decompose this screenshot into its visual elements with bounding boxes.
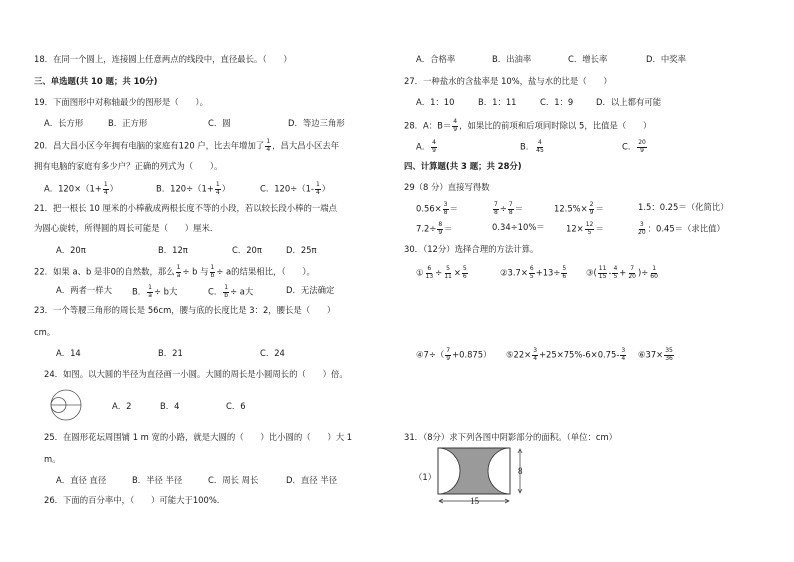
q30-expr-2: ②3.7× $\frac{6}{5}$ +13÷ $\frac{5}{6}$ [500,265,567,280]
q27-option-b[interactable]: B．1：11 [478,97,517,107]
section-4-title: 四、计算题(共 3 题；共 28分) [404,161,522,171]
q24-option-a[interactable]: A．2 [112,401,132,411]
q26-option-c[interactable]: C．增长率 [568,54,608,64]
q29-item-2: $\frac{7}{8}$ ÷ $\frac{7}{8}$ ＝ [494,201,524,216]
q20-option-b[interactable]: B．120÷（1+ $\frac{1}{4}$ ） [156,181,231,196]
q29-item-8: $\frac{3}{20}$ ：0.45＝（求比值） [638,221,725,236]
q29-item-1: 0.56× $\frac{3}{8}$ ＝ [416,201,458,216]
q28-option-c[interactable]: C． $\frac{20}{9}$ [622,139,646,154]
q21-option-c[interactable]: C．20π [232,245,262,255]
q19-option-c[interactable]: C．圆 [208,118,231,128]
section-3-title: 三、单选题(共 10 题；共 10分) [34,76,158,86]
q18: 18．在同一个圆上，连接圆上任意两点的线段中，直径最长。（ ） [34,54,292,64]
q30-expr-6: ⑥37× $\frac{35}{36}$ [638,347,673,362]
q24-option-c[interactable]: C．6 [226,401,246,411]
q22-option-b[interactable]: B． $\frac{1}{a}$ ÷ b大 [132,284,178,299]
q25-option-a[interactable]: A．直径 直径 [56,475,107,485]
q23-line1: 23．一个等腰三角形的周长是 56cm，腰与底的长度比是 3：2，腰长是（ ） [34,305,336,315]
figure-width-label: 15 [470,496,479,506]
q28-option-b[interactable]: B． $\frac{4}{45}$ [520,139,544,154]
q31-figure-label: （1） [414,472,437,482]
q20-text-a: 20．昌大昌小区今年拥有电脑的家庭有120 户，比去年增加了 [34,140,265,151]
q19-option-a[interactable]: A．长方形 [44,118,84,128]
q30-expr-3: ③( $\frac{11}{15}$ - $\frac{4}{5}$ + $\frac{7}{20}$ )÷ $\frac{1}{60}$ [586,265,658,280]
q26-option-b[interactable]: B．出油率 [492,54,532,64]
q30-expr-1: ① $\frac{6}{13}$ ÷ $\frac{5}{11}$ × $\frac{5}{6}$ [416,265,467,280]
q26-line: 26．下面的百分率中，（ ）可能大于100%． [44,495,226,505]
q27-line: 27．一种盐水的含盐率是 10%，盐与水的比是（ ） [404,76,612,86]
q27-option-d[interactable]: D．以上都有可能 [596,97,662,107]
q29-title: 29（8 分）直接写得数 [404,182,490,192]
q28-line: 28．A：B＝ $\frac{4}{9}$ ，如果比的前项和后项同时除以 5，比值是（ ） [404,118,652,133]
q25-option-b[interactable]: B．半径 半径 [132,475,183,485]
q19-option-b[interactable]: B．正方形 [108,118,148,128]
q29-item-4: 1.5：0.25＝（化简比） [638,202,729,212]
q27-option-a[interactable]: A．1：10 [416,97,455,107]
q24-circles-figure [46,389,98,423]
q31-shaded-figure [436,446,528,508]
q30-expr-4: ④7÷（ $\frac{7}{9}$ +0.875） [416,347,492,362]
q27-option-c[interactable]: C．1：9 [540,97,574,107]
q24-line: 24．如图。以大圆的半径为直径画一小圆。大圆的周长是小圆周长的（ ）倍。 [44,369,348,379]
q23-unit: cm。 [34,327,56,337]
q21-line1: 21．把一根长 10 厘米的小棒截成两根长度不等的小段，若以较长段小棒的一端点 [34,203,338,213]
q23-option-c[interactable]: C．24 [260,348,285,358]
q25-option-d[interactable]: D．直径 半径 [286,475,337,485]
q20-fraction: $\frac{1}{4}$ [266,138,271,153]
q22-option-d[interactable]: D．无法确定 [286,285,335,295]
figure-height-label: 8 [518,466,523,476]
q20-text-b: ，昌大昌小区去年 [272,140,340,151]
q24-option-b[interactable]: B．4 [160,401,180,411]
q19: 19．下面图形中对称轴最少的图形是（ ）。 [34,97,208,107]
q20-option-a[interactable]: A．120×（1+ $\frac{1}{4}$ ） [44,181,119,196]
q25-unit: m。 [44,454,61,464]
q29-item-6: 0.34÷10%＝ [492,222,545,232]
q20-line2: 拥有电脑的家庭有多少户？正确的列式为（ ）。 [34,161,223,171]
q20-line1 [34,139,339,153]
q25-option-c[interactable]: C．周长 周长 [208,475,259,485]
q21-option-a[interactable]: A．20π [56,245,86,255]
q23-option-b[interactable]: B．21 [158,348,183,358]
q29-item-3: 12.5%× $\frac{2}{9}$ ＝ [554,201,604,216]
q29-item-7: 12× $\frac{12}{5}$ ＝ [566,221,604,236]
q22-line: 22．如果 a、b 是非0的自然数，那么 $\frac{1}{a}$ ÷ b 与 $\frac{1}{b}$ ÷ a的结果相比，（ ）。 [34,264,315,279]
q26-option-d[interactable]: D．中奖率 [646,54,686,64]
q30-title: 30．（12分）选择合理的方法计算。 [404,244,539,254]
q30-expr-5: ⑤22× $\frac{3}{4}$ +25×75%-6×0.75- $\frac{3}{4}$ [506,347,626,362]
q22-option-a[interactable]: A．两者一样大 [56,285,112,295]
q26-option-a[interactable]: A．合格率 [416,54,456,64]
q21-option-b[interactable]: B．12π [158,245,188,255]
q22-option-c[interactable]: C． $\frac{1}{b}$ ÷ a大 [208,284,254,299]
q20-option-c[interactable]: C．120÷（1- $\frac{1}{4}$ ） [260,181,331,196]
q29-item-5: 7.2÷ $\frac{8}{9}$ ＝ [416,221,453,236]
q23-option-a[interactable]: A．14 [56,348,81,358]
q25-line1: 25．在圆形花坛周围铺 1 m 宽的小路，就是大圆的（ ）比小圆的（ ）大 1 [44,432,353,442]
q21-line2: 为圆心旋转，所得圆的周长可能是（ ）厘米． [34,223,219,233]
q31-title: 31．（8分）求下列各图中阴影部分的面积。（单位：cm） [404,432,617,442]
q28-option-a[interactable]: A． $\frac{4}{9}$ [416,139,436,154]
q21-option-d[interactable]: D．25π [286,245,317,255]
q19-option-d[interactable]: D．等边三角形 [288,118,345,128]
